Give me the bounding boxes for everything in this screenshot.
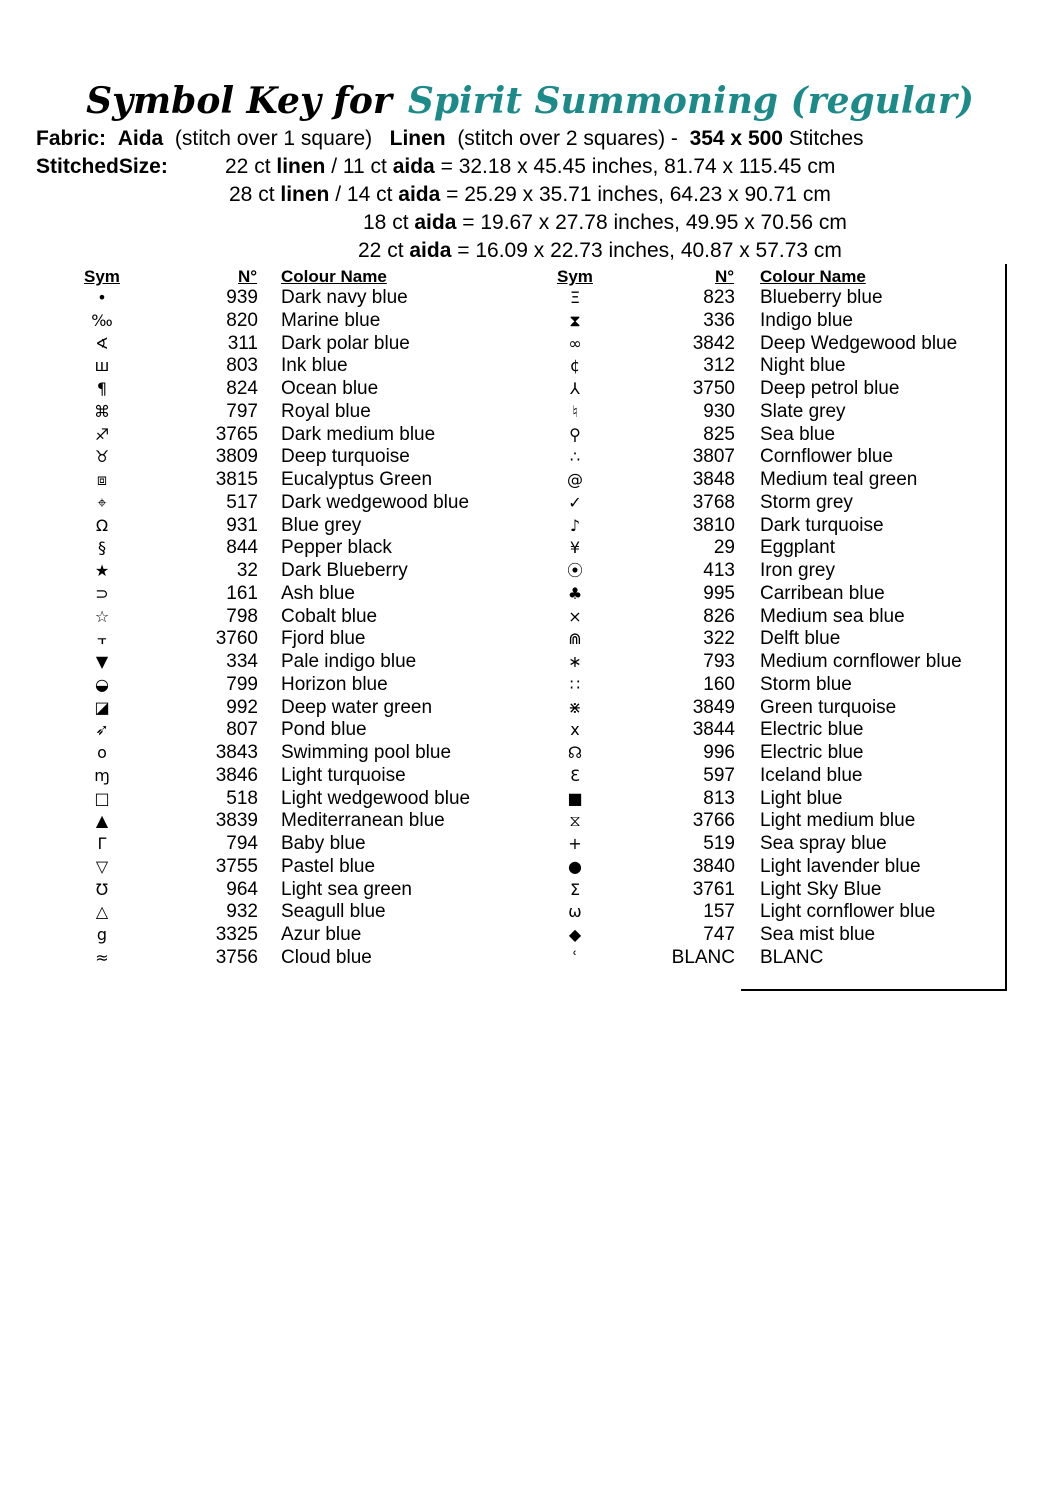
header-number: N° [238,267,258,286]
colour-name: Ink blue [281,355,348,377]
stitched-size-label: StitchedSize: [36,155,168,178]
colour-number: 3765 [215,423,258,445]
colour-name: BLANC [760,946,824,968]
colour-number: 312 [703,355,735,377]
colour-number: 3755 [215,855,258,877]
colour-name: Dark wedgewood blue [281,491,470,513]
colour-number: 803 [226,355,258,377]
symbol: ☆ [94,606,110,626]
colour-name: Ash blue [281,582,355,604]
colour-name: Green turquoise [760,696,897,718]
colour-name: Fjord blue [281,628,366,650]
colour-number: 825 [703,423,735,445]
colour-name: Iron grey [760,560,835,581]
colour-name: Night blue [760,355,846,377]
symbol: ☊ [567,743,583,762]
symbol: ш [94,356,110,376]
symbol: Ω [95,515,109,535]
symbol: ◒ [95,674,109,694]
title-prefix: Symbol Key for [86,80,392,122]
colour-number: 797 [226,400,258,422]
colour-number: 930 [703,400,735,422]
symbol: ɱ [94,765,110,785]
symbol: □ [94,788,110,808]
symbol: ✓ [568,492,582,512]
colour-name: Marine blue [281,309,381,331]
fabric-aida: Aida [117,127,164,150]
fabric-aida-note: (stitch over 1 square) [174,127,373,150]
colour-name: Azur blue [281,924,362,945]
fabric-linen: Linen [389,127,446,150]
colour-name: Pastel blue [281,855,376,877]
stitch-count-label: Stitches [788,127,864,150]
colour-name: Storm grey [760,491,853,513]
colour-name: Light medium blue [760,810,916,832]
colour-name: Sea blue [760,423,836,445]
symbol: ▽ [95,856,109,876]
colour-name: Cobalt blue [281,605,378,627]
colour-number: 932 [226,901,258,923]
symbol: ● [568,856,582,876]
header-colour-name: Colour Name [281,267,387,286]
symbol: Ʊ [95,879,109,899]
colour-name: Deep petrol blue [760,378,900,399]
colour-number: 3846 [215,764,258,786]
colour-number: 517 [226,491,258,513]
symbol: ⧖ [569,811,581,831]
colour-name: Eucalyptus Green [281,469,433,490]
symbol: ♐ [94,424,110,444]
colour-number: 336 [703,309,735,331]
symbol: Σ [569,879,581,899]
colour-number: 820 [226,309,258,331]
symbol: ¶ [96,379,108,398]
symbol: ⦿ [566,561,583,580]
colour-name: Swimming pool blue [281,742,452,763]
colour-name: Light turquoise [281,764,406,786]
header-colour-name: Colour Name [760,267,866,286]
stitch-count: 354 x 500 [689,127,783,150]
table-border-right [1005,264,1007,991]
colour-number: 996 [703,742,735,763]
colour-number: 157 [703,901,735,923]
symbol: ⚲ [569,424,581,444]
header-number: N° [715,267,735,286]
colour-name: Storm blue [760,673,852,695]
colour-name: Medium teal green [760,469,918,490]
colour-number: 844 [226,537,258,559]
colour-number: 3750 [692,378,735,399]
colour-name: Dark navy blue [281,287,408,308]
symbol: ♣ [567,583,583,603]
colour-name: Slate grey [760,400,846,422]
colour-name: Medium sea blue [760,605,905,627]
colour-number: 939 [226,287,258,308]
colour-number: 799 [226,673,258,695]
colour-number: 3844 [692,719,735,741]
symbol: ⊃ [95,583,109,603]
stitched-size-line: 22 ct aida = 16.09 x 22.73 inches, 40.87 x 57.73 cm [358,239,842,262]
colour-number: 794 [226,833,258,854]
colour-number: 823 [703,287,735,308]
symbol: ♪ [569,515,581,535]
colour-number: 597 [703,764,735,786]
colour-name: Deep turquoise [281,446,410,468]
colour-name: Dark medium blue [281,423,436,445]
colour-name: Electric blue [760,742,864,763]
colour-number: 29 [713,537,735,559]
colour-number: 3842 [692,332,735,354]
symbol: ω [568,902,582,922]
colour-name: Pale indigo blue [281,651,417,672]
colour-number: 3809 [215,446,258,468]
colour-number: 793 [703,651,735,672]
colour-number: 322 [703,628,735,650]
symbol: ♉ [94,447,110,467]
colour-number: 3843 [215,742,258,763]
symbol: ■ [567,788,583,808]
colour-name: Royal blue [281,400,371,422]
fabric-linen-note: (stitch over 2 squares) - [457,127,678,150]
symbol: Γ [97,834,107,853]
colour-number: 3761 [692,878,735,900]
symbol: ▼ [95,652,109,671]
symbol: ¥ [569,538,581,558]
colour-number: 3849 [692,696,735,718]
colour-number: 3839 [215,810,258,832]
stitched-size-line: 22 ct linen / 11 ct aida = 32.18 x 45.45 inches, 81.74 x 115.45 cm [225,155,836,178]
symbol: ⋇ [568,697,582,717]
colour-name: Delft blue [760,628,841,650]
colour-name: Pond blue [281,719,367,741]
symbol: ★ [94,561,110,580]
colour-number: 3810 [692,514,735,536]
colour-name: Light blue [760,787,843,809]
colour-name: Cornflower blue [760,446,894,468]
symbol: ¢ [569,356,581,376]
colour-name: Iceland blue [760,764,863,786]
colour-number: 3840 [692,855,735,877]
colour-name: Light Sky Blue [760,878,882,900]
colour-number: 992 [226,696,258,718]
symbol: ⌘ [94,401,110,421]
colour-name: Indigo blue [760,309,853,331]
symbol: ∗ [568,652,582,671]
fabric-label: Fabric: [36,127,107,150]
colour-number: 3760 [215,628,258,650]
symbol: ▲ [95,811,109,831]
symbol: Ɛ [570,765,580,785]
colour-name: Blue grey [281,514,362,536]
symbol: ⨯ [568,606,582,626]
symbol: ‰ [91,310,113,330]
colour-number: 813 [703,787,735,809]
colour-number: 3325 [215,924,258,945]
colour-name: Eggplant [760,537,836,559]
symbol: x [570,720,580,740]
colour-number: 161 [226,582,258,604]
symbol: Ξ [569,288,581,307]
stitched-size-line: 28 ct linen / 14 ct aida = 25.29 x 35.71 inches, 64.23 x 90.71 cm [229,183,831,206]
colour-number: 3756 [215,946,258,968]
pattern-name: Spirit Summoning (regular) [407,80,974,122]
colour-name: Sea mist blue [760,924,876,945]
colour-name: Ocean blue [281,378,379,399]
colour-name: Light lavender blue [760,855,921,877]
colour-name: Horizon blue [281,673,388,695]
colour-number: 32 [236,560,258,581]
colour-name: Pepper black [281,537,392,559]
colour-name: Cloud blue [281,946,372,968]
colour-name: Mediterranean blue [281,810,445,832]
symbol: + [568,834,582,853]
colour-name: Deep Wedgewood blue [760,332,958,354]
colour-name: Blueberry blue [760,287,883,308]
symbol: o [97,743,107,762]
colour-number: 334 [226,651,258,672]
symbol: @ [567,470,583,489]
colour-name: Seagull blue [281,901,386,923]
symbol: ➶ [95,720,109,740]
colour-name: Light cornflower blue [760,901,936,923]
symbol: ∞ [568,333,582,353]
colour-number: 931 [226,514,258,536]
colour-number: 824 [226,378,258,399]
colour-number: 3815 [215,469,258,490]
symbol: ⧗ [569,310,581,330]
colour-number: 311 [227,332,258,354]
symbol: ⋒ [568,629,582,649]
colour-name: Light sea green [281,878,412,900]
colour-name: Medium cornflower blue [760,651,962,672]
header-sym: Sym [84,267,120,286]
symbol: ⌖ [97,492,107,512]
symbol: • [97,288,107,307]
symbol: ≈ [95,947,109,967]
symbol: ◪ [94,697,110,717]
symbol: ♮ [572,401,578,421]
colour-number: 3848 [692,469,735,490]
colour-number: 3766 [692,810,735,832]
colour-number: 413 [703,560,735,581]
header-sym: Sym [557,267,593,286]
fabric-line [36,126,864,152]
colour-name: Carribean blue [760,582,885,604]
symbol: § [98,538,106,558]
colour-number: 747 [703,924,735,945]
colour-name: Electric blue [760,719,864,741]
page-title [0,78,1060,124]
symbol: ∷ [569,674,581,694]
colour-number: 995 [703,582,735,604]
symbol: ⫟ [97,629,107,649]
colour-number: 807 [226,719,258,741]
colour-number: 964 [226,878,258,900]
colour-name: Dark polar blue [281,332,410,354]
colour-number: 519 [703,833,735,854]
colour-number: 518 [226,787,258,809]
symbol: △ [95,902,109,922]
stitched-size-line: 18 ct aida = 19.67 x 27.78 inches, 49.95 x 70.56 cm [363,211,847,234]
colour-number: 3768 [692,491,735,513]
colour-name: Baby blue [281,833,366,854]
symbol: ∴ [569,447,581,467]
colour-number: 826 [703,605,735,627]
table-border-bottom [741,989,1007,991]
symbol: ∢ [95,333,109,353]
colour-number: 3807 [692,446,735,468]
colour-name: Dark Blueberry [281,560,408,581]
symbol: ◆ [568,925,582,944]
colour-name: Dark turquoise [760,514,884,536]
symbol: ⧈ [96,470,108,489]
symbol: ⅄ [570,379,580,398]
colour-number: BLANC [671,946,735,968]
symbol: g [96,925,108,944]
colour-name: Deep water green [281,696,433,718]
colour-number: 160 [703,673,735,695]
symbol: ʿ [572,947,578,967]
colour-name: Sea spray blue [760,833,887,854]
colour-number: 798 [226,605,258,627]
colour-name: Light wedgewood blue [281,787,471,809]
